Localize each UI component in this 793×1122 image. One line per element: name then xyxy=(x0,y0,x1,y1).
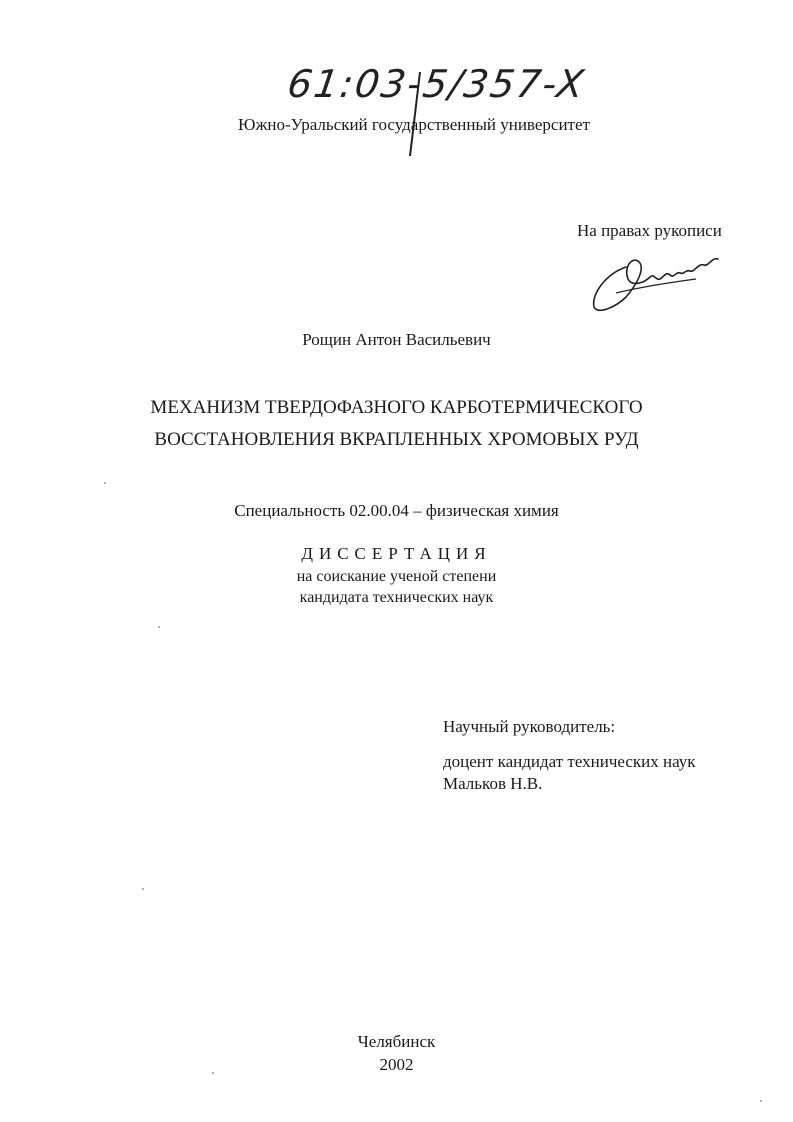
supervisor-info xyxy=(443,751,696,795)
scan-speck xyxy=(760,1100,762,1102)
scan-speck xyxy=(142,888,144,890)
author-name: Рощин Антон Васильевич xyxy=(302,330,491,349)
specialty: Специальность 02.00.04 – физическая химия xyxy=(234,501,559,520)
supervisor-name: Мальков Н.В. xyxy=(443,774,543,793)
dissertation-label: ДИССЕРТАЦИЯ xyxy=(301,544,492,563)
degree-line: на соискание ученой степени xyxy=(296,568,497,585)
title-line: МЕХАНИЗМ ТВЕРДОФАЗНОГО КАРБОТЕРМИЧЕСКОГО xyxy=(150,397,643,418)
scan-speck xyxy=(104,482,106,484)
scan-speck xyxy=(212,1072,214,1074)
degree-description xyxy=(0,566,793,608)
scan-speck xyxy=(158,626,160,628)
supervisor-label: Научный руководитель: xyxy=(443,717,616,736)
city-year xyxy=(0,1030,793,1076)
city: Челябинск xyxy=(357,1032,436,1051)
archive-number: 61:03-5/357-X xyxy=(284,62,589,106)
title-line: ВОССТАНОВЛЕНИЯ ВКРАПЛЕННЫХ ХРОМОВЫХ РУД xyxy=(154,429,639,450)
degree-line: кандидата технических наук xyxy=(299,589,494,606)
university-name: Южно-Уральский государственный университет xyxy=(238,115,590,134)
author-signature-icon xyxy=(586,249,726,315)
year: 2002 xyxy=(379,1055,414,1074)
manuscript-rights: На правах рукописи xyxy=(577,221,722,240)
dissertation-title xyxy=(0,392,793,456)
supervisor-degree: доцент кандидат технических наук xyxy=(443,752,696,771)
